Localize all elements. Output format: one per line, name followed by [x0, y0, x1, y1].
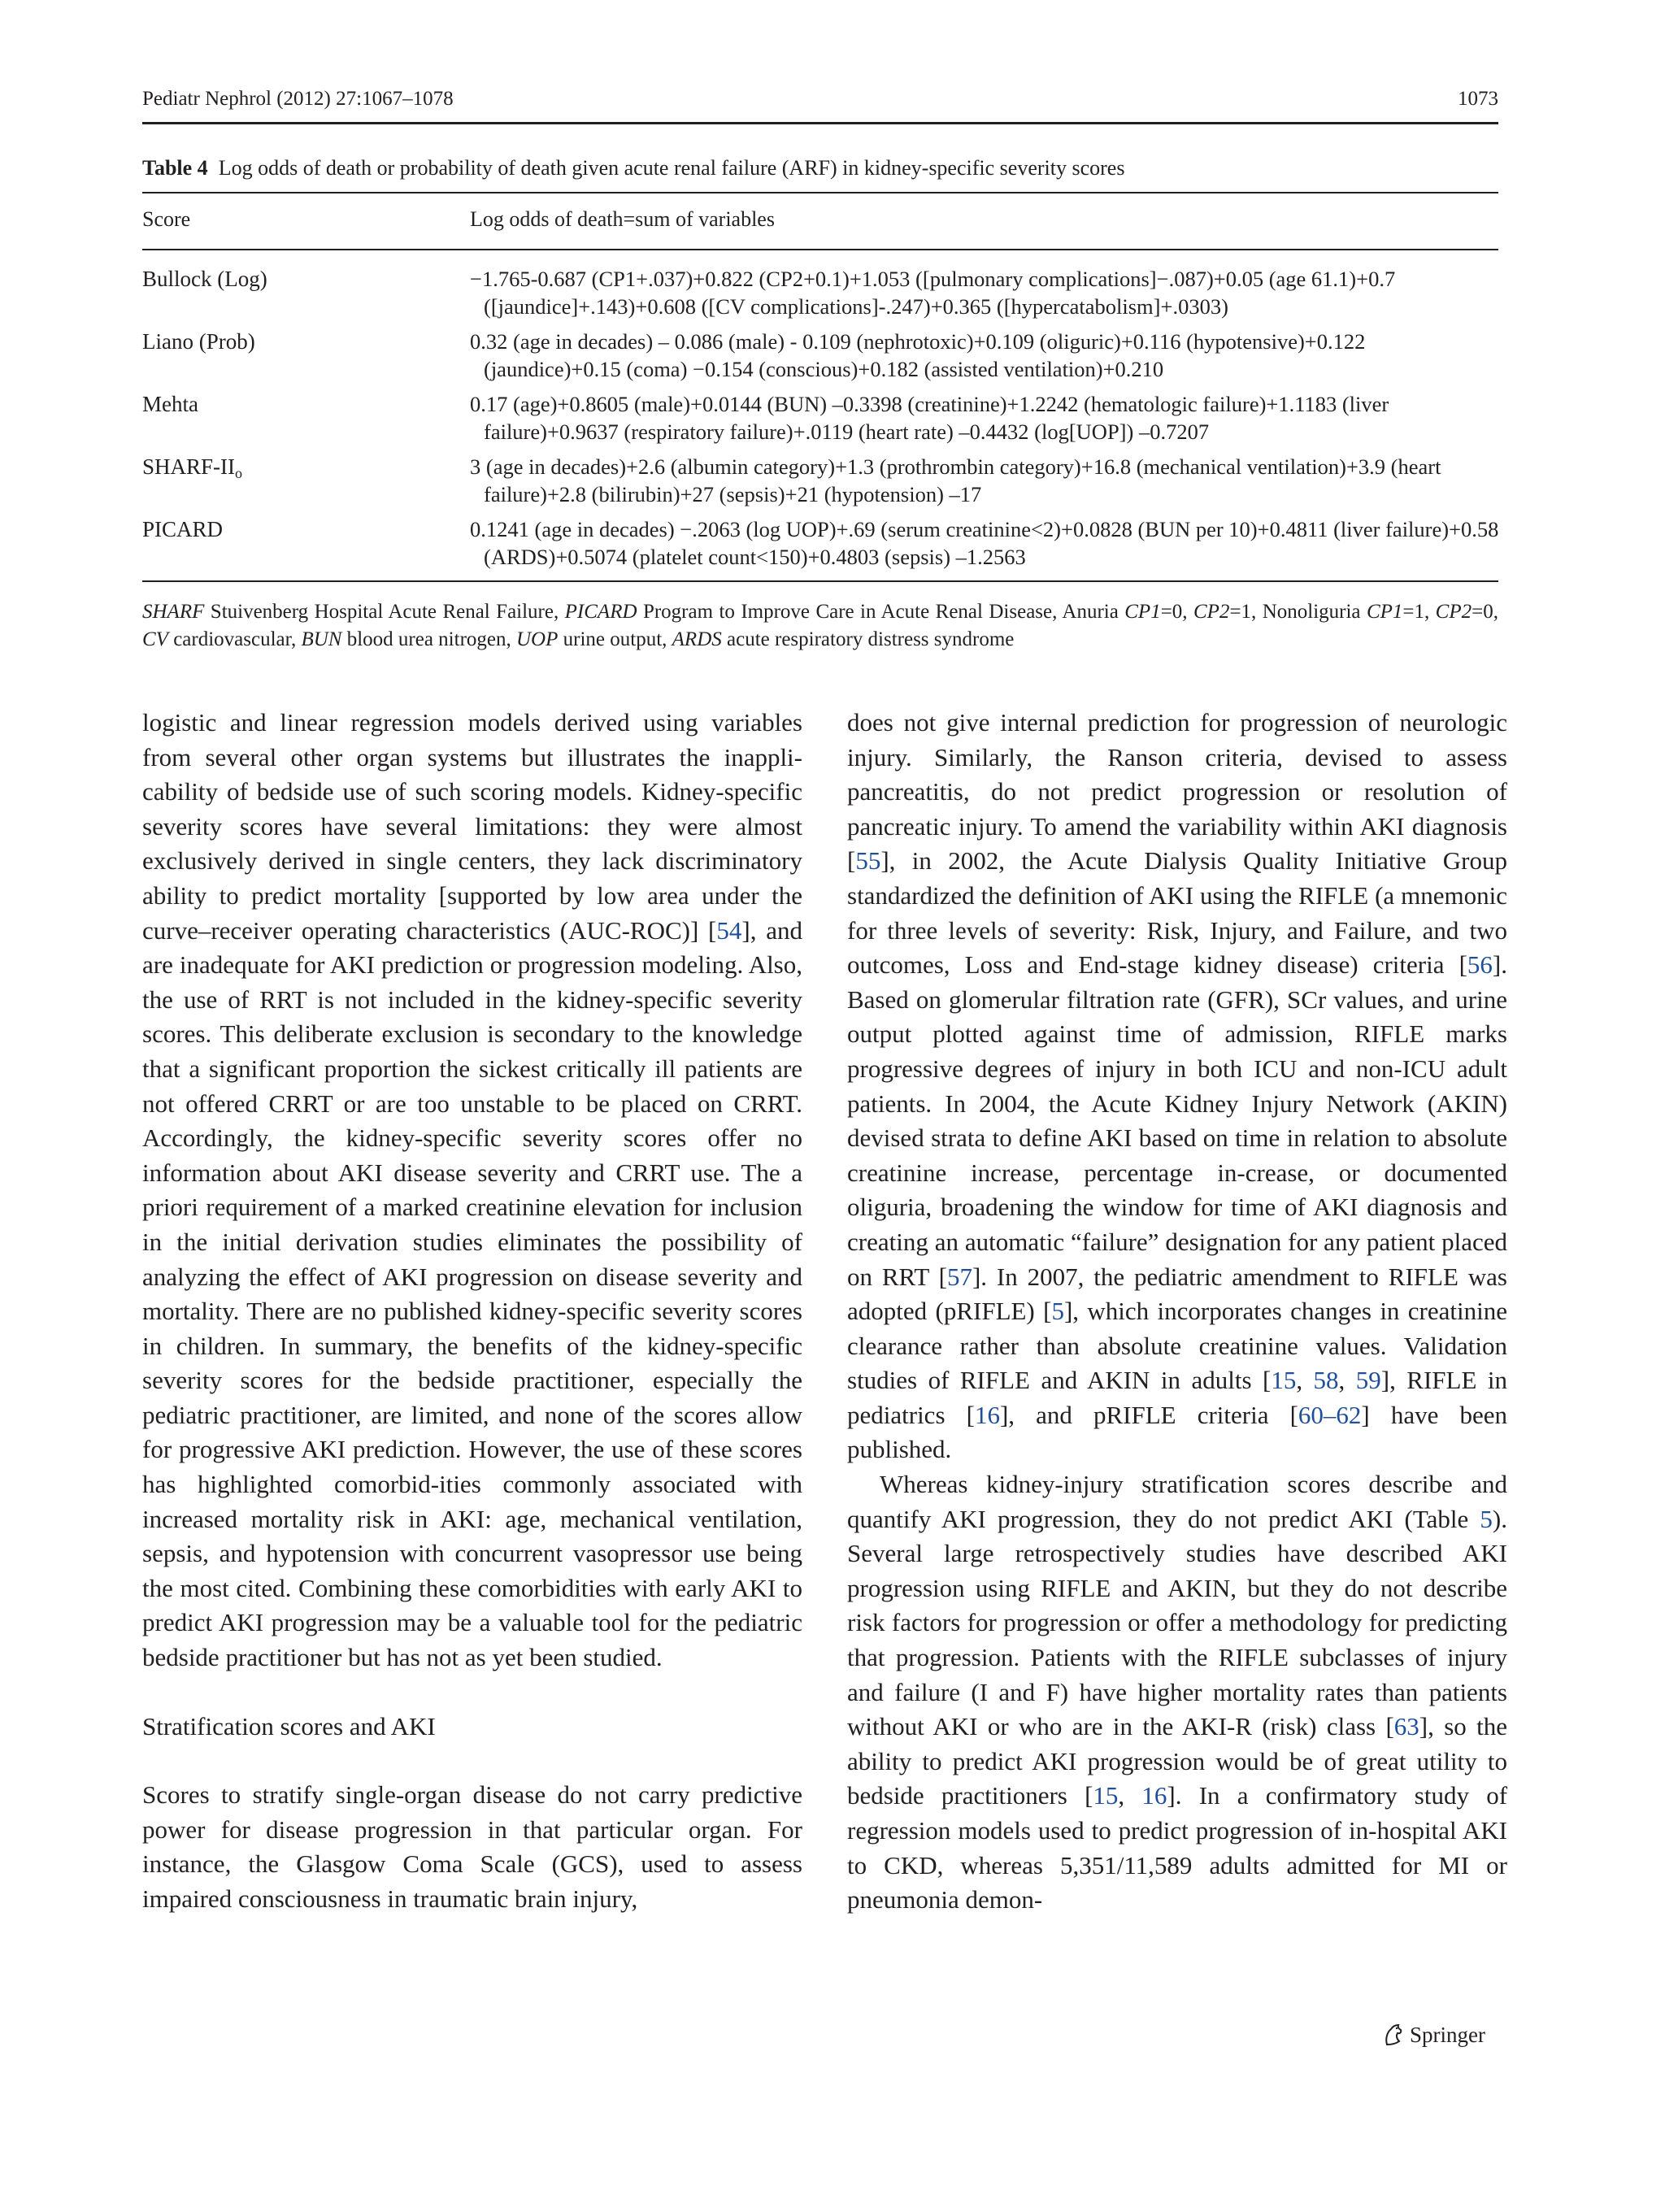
citation-link[interactable]: 57 [946, 1262, 972, 1291]
table-footnote: SHARF Stuivenberg Hospital Acute Renal Failure, PICARD Program to Improve Care in Acute Renal Disease, Anuria CP1=0, CP2=1, Nonoliguria CP1=1, CP2=0, CV cardiovascular, BUN blood urea nitrogen, UOP urine output, ARDS acute respiratory distress syndrome [142, 601, 1498, 650]
citation-link[interactable]: 5 [1051, 1297, 1064, 1326]
body-paragraph: logistic and linear regression models derived using variables from several other organ systems but illustrates the inappli-cability of bedside use of such scoring models. Kidney-specific severity scores have several limitations: they were almost exclusively derived in single centers, they lack discriminatory ability to predict mortality [supported by low area under the curve–receiver operating characteristics (AUC-ROC)] [54], and are inadequate for AKI prediction or progression modeling. Also, the use of RRT is not included in the kidney-specific severity scores. This deliberate exclusion is secondary to the knowledge that a significant proportion the sickest critically ill patients are not offered CRRT or are too unstable to be placed on CRRT. Accordingly, the kidney-specific severity scores offer no information about AKI disease severity and CRRT use. The a priori requirement of a marked creatinine elevation for inclusion in the initial derivation studies eliminates the possibility of analyzing the effect of AKI progression on disease severity and mortality. There are no published kidney-specific severity scores in children. In summary, the benefits of the kidney-specific severity scores for the bedside practitioner, especially the pediatric practitioner, are limited, and none of the scores allow for progressive AKI prediction. However, the use of these scores has highlighted comorbid-ities commonly associated with increased mortality risk in AKI: age, mechanical ventilation, sepsis, and hypotension with concurrent vasopressor use being the most cited. Combining these comorbidities with early AKI to predict AKI progression may be a valuable tool for the pediatric bedside practitioner but has not as yet been studied. [142, 708, 802, 1672]
citation-link[interactable]: 15 [1271, 1366, 1297, 1395]
citation-link[interactable]: 15 [1093, 1781, 1119, 1810]
header-rule [142, 122, 1498, 124]
table-row-formula: 0.1241 (age in decades) −.2063 (log UOP)+.69 (serum creatinine<2)+0.0828 (BUN per 10)+0.4811 (liver failure)+0.58 (ARDS)+0.5074 (platelet count<150)+0.4803 (sepsis) –1.2563 [470, 517, 1499, 569]
table-label: Table 4 [142, 156, 208, 180]
page-number: 1073 [1458, 88, 1498, 110]
table-row-formula: −1.765-0.687 (CP1+.037)+0.822 (CP2+0.1)+1.053 ([pulmonary complications]−.087)+0.05 (age 61.1)+0.7 ([jaundice]+.143)+0.608 ([CV complications]-.247)+0.365 ([hypercatabolism]+.0303) [470, 267, 1396, 319]
citation-link[interactable]: 56 [1467, 950, 1493, 980]
running-head [142, 88, 1498, 120]
journal-citation: Pediatr Nephrol (2012) 27:1067–1078 [142, 88, 454, 110]
table-row-score: Bullock (Log) [142, 267, 267, 291]
table-caption-text: Log odds of death or probability of death given acute renal failure (ARF) in kidney-specific severity scores [218, 156, 1125, 180]
table-header-rule [142, 249, 1498, 250]
body-paragraph: Scores to stratify single-organ disease do not carry predictive power for disease progression in that particular organ. For instance, the Glasgow Coma Scale (GCS), used to assess impaired consciousness in traumatic brain injury, [142, 1780, 802, 1913]
section-heading: Stratification scores and AKI [142, 1711, 436, 1740]
left-column [142, 706, 802, 1917]
table-header-formula: Log odds of death=sum of variables [470, 207, 775, 231]
citation-link[interactable]: 16 [974, 1400, 1000, 1429]
springer-horse-icon [1382, 2023, 1405, 2047]
table-caption [142, 156, 1498, 180]
body-paragraph: Whereas kidney-injury stratification scores describe and quantify AKI progression, they do not predict AKI (Table 5). Several large retrospectively studies have described AKI progression using RIFLE and AKIN, but they do not describe risk factors for progression or offer a methodology for predicting that progression. Patients with the RIFLE subclasses of injury and failure (I and F) have higher mortality rates than patients without AKI or who are in the AKI-R (risk) class [63], so the ability to predict AKI progression would be of great utility to bedside practitioners [15, 16]. In a confirmatory study of regression models used to predict progression of in-hospital AKI to CKD, whereas 5,351/11,589 adults admitted for MI or pneumonia demon- [847, 1470, 1508, 1914]
table-row-score: PICARD [142, 517, 224, 541]
table-row-score: Liano (Prob) [142, 329, 255, 354]
citation-link[interactable]: 59 [1355, 1366, 1381, 1395]
table-row-formula: 0.32 (age in decades) – 0.086 (male) - 0.109 (nephrotoxic)+0.109 (oliguric)+0.116 (hypotensive)+0.122 (jaundice)+0.15 (coma) −0.154 (conscious)+0.182 (assisted ventilation)+0.210 [470, 329, 1366, 381]
citation-link[interactable]: 16 [1141, 1781, 1167, 1810]
table-header-score: Score [142, 207, 191, 231]
citation-link[interactable]: 55 [855, 846, 881, 876]
table-row-score: Mehta [142, 392, 198, 416]
table-row-formula: 3 (age in decades)+2.6 (albumin category)+1.3 (prothrombin category)+16.8 (mechanical ventilation)+3.9 (heart failure)+2.8 (bilirubin)+27 (sepsis)+21 (hypotension) –17 [470, 454, 1441, 506]
table-row-score: SHARF-$II_o$ [142, 454, 243, 481]
table-link[interactable]: 5 [1480, 1504, 1493, 1533]
score-subscript: o [235, 465, 243, 481]
citation-link[interactable]: 58 [1313, 1366, 1339, 1395]
publisher-logo [1382, 2023, 1485, 2048]
citation-link[interactable]: 54 [716, 915, 742, 945]
publisher-name: Springer [1410, 2023, 1485, 2047]
table-bottom-rule [142, 580, 1498, 582]
citation-link[interactable]: 60–62 [1298, 1400, 1362, 1429]
table-top-rule [142, 192, 1498, 193]
body-paragraph: does not give internal prediction for progression of neurologic injury. Similarly, the Ranson criteria, devised to assess pancreatitis, do not predict progression or resolution of pancreatic injury. To amend the variability within AKI diagnosis [55], in 2002, the Acute Dialysis Quality Initiative Group standardized the definition of AKI using the RIFLE (a mnemonic for three levels of severity: Risk, Injury, and Failure, and two outcomes, Loss and End-stage kidney disease) criteria [56]. Based on glomerular filtration rate (GFR), SCr values, and urine output plotted against time of admission, RIFLE marks progressive degrees of injury in both ICU and non-ICU adult patients. In 2004, the Acute Kidney Injury Network (AKIN) devised strata to define AKI based on time in relation to absolute creatinine increase, percentage in-crease, or documented oliguria, broadening the window for time of AKI diagnosis and creating an automatic “failure” designation for any patient placed on RRT [57]. In 2007, the pediatric amendment to RIFLE was adopted (pRIFLE) [5], which incorporates changes in creatinine clearance rather than absolute creatinine values. Validation studies of RIFLE and AKIN in adults [15, 58, 59], RIFLE in pediatrics [16], and pRIFLE criteria [60–62] have been published. [847, 708, 1507, 1464]
right-column [847, 706, 1507, 1918]
table-row-formula: 0.17 (age)+0.8605 (male)+0.0144 (BUN) –0.3398 (creatinine)+1.2242 (hematologic failure)+1.1183 (liver failure)+0.9637 (respiratory failure)+.0119 (heart rate) –0.4432 (log[UOP]) –0.7207 [470, 392, 1389, 444]
citation-link[interactable]: 63 [1393, 1712, 1419, 1741]
